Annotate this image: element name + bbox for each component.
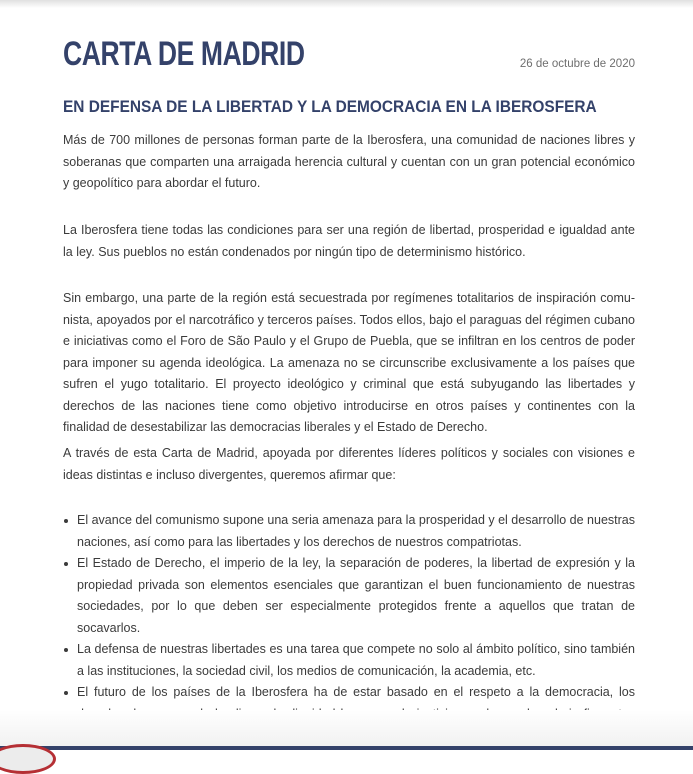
logo-icon[interactable]	[0, 744, 56, 774]
list-item	[63, 639, 635, 682]
list-item-text: La defensa de nuestras libertades es una tarea que compete no solo al ámbito político, sino también a las instituciones, la sociedad civil, los medios de comunicación, la academia, etc.	[77, 642, 635, 678]
list-item-text: El Estado de Derecho, el imperio de la ley, la separación de poderes, la libertad de expresión y la propiedad privada son elementos esenciales que garantizan el buen funcionamiento de nuestras sociedades, por lo que deben ser especialmente protegidos frente a aquellos que tratan de socavarlos.	[77, 556, 635, 635]
footer-bar	[0, 746, 693, 750]
list-item	[63, 553, 635, 639]
paragraph-affirmation: A través de esta Carta de Madrid, apoyada por diferentes líderes políticos y sociales con visiones e ideas distintas e incluso divergentes, queremos afirmar que:	[63, 446, 635, 482]
document-header	[63, 34, 635, 74]
bullet-dot-icon	[64, 691, 68, 695]
document-date: 26 de octubre de 2020	[519, 58, 635, 70]
paragraph-conditions: La Iberosfera tiene todas las condiciones para ser una región de libertad, prosperidad e igualdad ante la ley. Sus pueblos no están condenados por ningún tipo de determinismo histórico.	[63, 223, 635, 259]
paragraph-intro: Más de 700 millones de personas forman parte de la Iberosfera, una comunidad de naciones libres y soberanas que comparten una arraigada herencia cultural y cuentan con un gran potencial económico y geopolítico para abordar el futuro.	[63, 133, 635, 190]
bullet-dot-icon	[64, 562, 68, 566]
paragraph-threat: Sin embargo, una parte de la región está secuestrada por regímenes totalitarios de inspiración comunista, apoyados por el narcotráfico y terceros países. Todos ellos, bajo el paraguas del régimen cubano e iniciativas como el Foro de São Paulo y el Grupo de Puebla, que se infiltran en los centros de poder para imponer su agenda ideológica. La amenaza no se circunscribe exclusivamente a los países que sufren el yugo totalitario. El proyecto ideológico y criminal que está subyugando las libertades y derechos de las naciones tiene como objetivo introducirse en otros países y continentes con la finalidad de desestabilizar las democracias liberales y el Estado de Derecho.	[63, 291, 635, 434]
document-subtitle: EN DEFENSA DE LA LIBERTAD Y LA DEMOCRACIA EN LA IBEROSFERA	[63, 98, 597, 116]
list-item-text: El futuro de los países de la Iberosfera ha de estar basado en el respeto a la democracia, los	[77, 685, 635, 699]
bullet-dot-icon	[64, 519, 68, 523]
list-item-text: El avance del comunismo supone una seria amenaza para la prosperidad y el desarrollo de nuestras naciones, así como para las libertades y los derechos de nuestros compatriotas.	[77, 513, 635, 549]
document-title: CARTA DE MADRID	[63, 35, 305, 73]
bullet-dot-icon	[64, 648, 68, 652]
top-shadow	[0, 0, 693, 8]
footer-fade	[0, 710, 693, 750]
list-item	[63, 510, 635, 553]
document-page	[63, 34, 635, 699]
